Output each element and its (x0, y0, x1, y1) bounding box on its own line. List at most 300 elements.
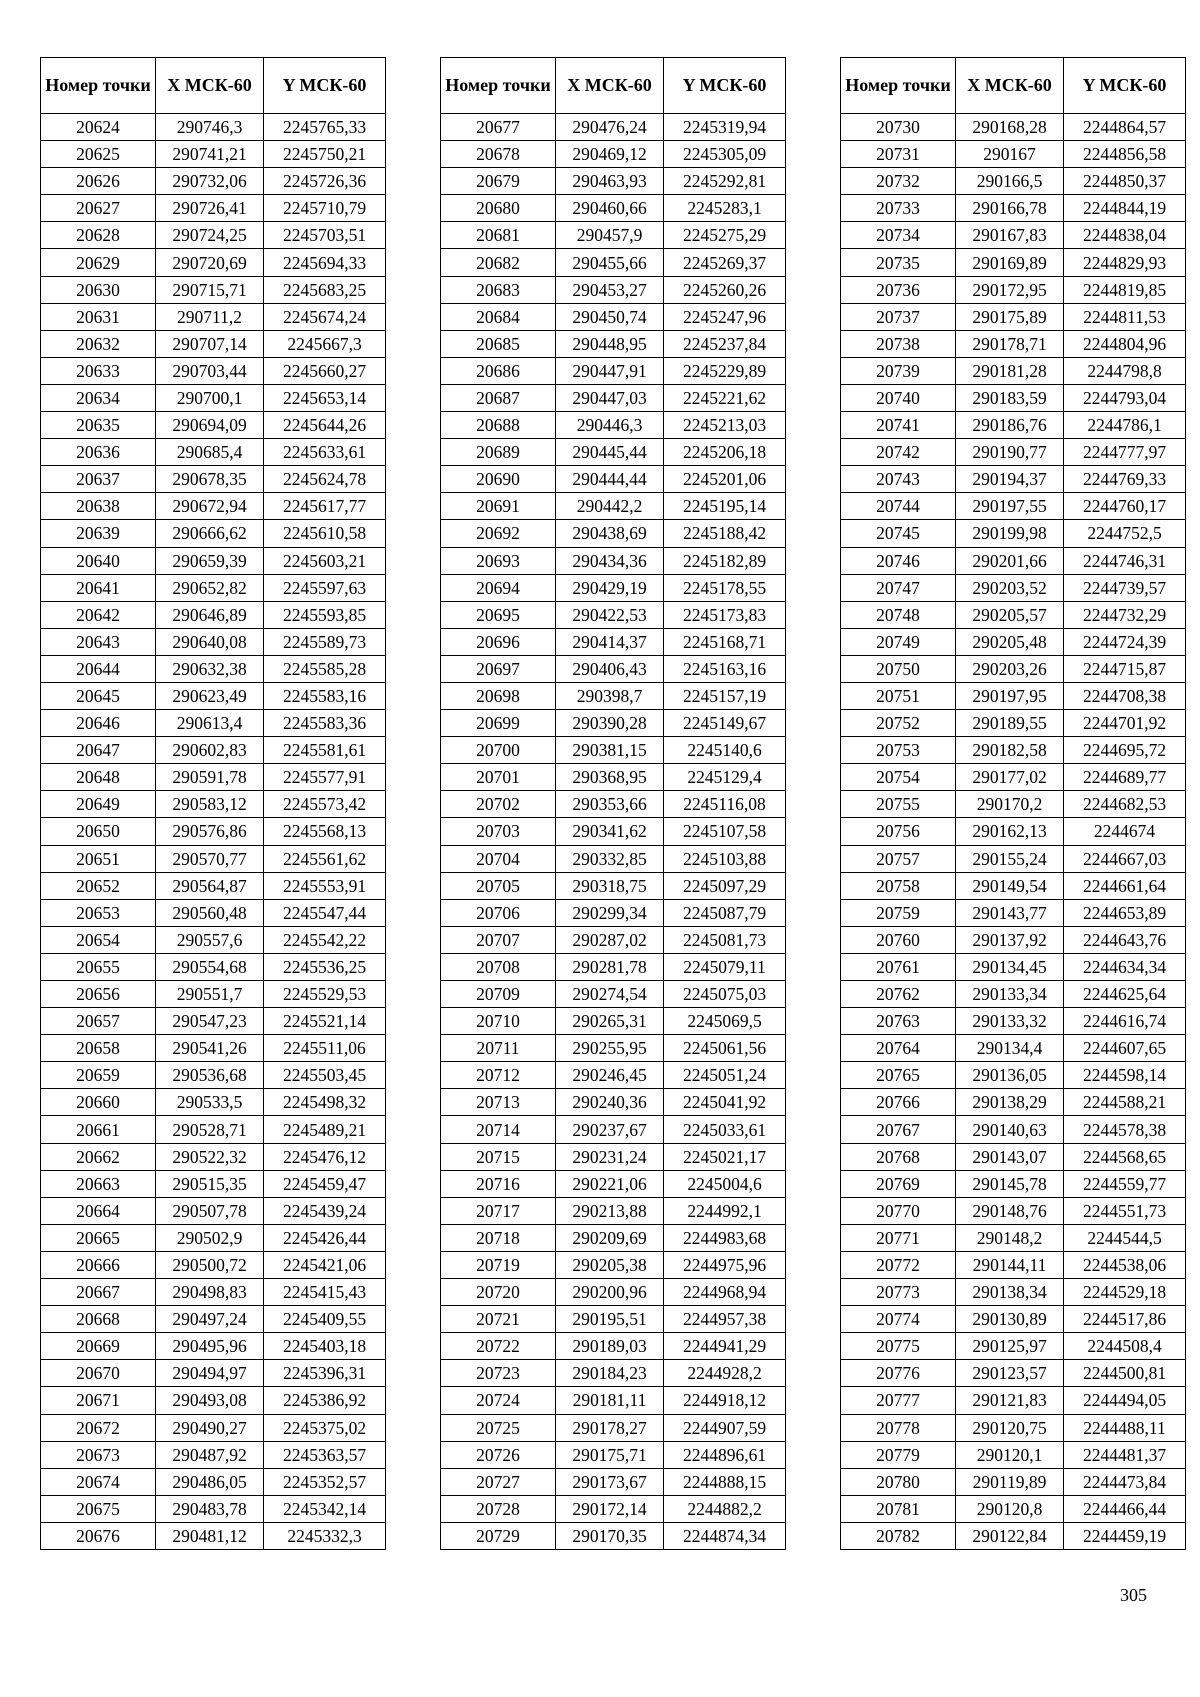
cell-x: 290498,83 (156, 1279, 264, 1306)
table-row (441, 1170, 786, 1197)
table-row (441, 1468, 786, 1495)
cell-point-number: 20649 (41, 791, 156, 818)
cell-y: 2244941,29 (664, 1333, 786, 1360)
cell-x: 290368,95 (556, 764, 664, 791)
table-row (841, 655, 1186, 682)
cell-point-number: 20655 (41, 953, 156, 980)
cell-point-number: 20645 (41, 682, 156, 709)
cell-y: 2244983,68 (664, 1224, 786, 1251)
cell-y: 2245229,89 (664, 357, 786, 384)
cell-y: 2244715,87 (1064, 655, 1186, 682)
cell-y: 2244739,57 (1064, 574, 1186, 601)
cell-point-number: 20726 (441, 1441, 556, 1468)
cell-point-number: 20674 (41, 1468, 156, 1495)
coordinates-table-2 (440, 57, 786, 1550)
cell-x: 290720,69 (156, 249, 264, 276)
cell-point-number: 20737 (841, 303, 956, 330)
header-y-msk60: Y МСК-60 (1064, 58, 1186, 114)
cell-point-number: 20665 (41, 1224, 156, 1251)
cell-y: 2244568,65 (1064, 1143, 1186, 1170)
cell-x: 290469,12 (556, 141, 664, 168)
table-row (41, 1035, 386, 1062)
cell-x: 290494,97 (156, 1360, 264, 1387)
cell-x: 290445,44 (556, 439, 664, 466)
table-row (41, 1089, 386, 1116)
cell-x: 290536,68 (156, 1062, 264, 1089)
table-row (841, 1197, 1186, 1224)
cell-point-number: 20664 (41, 1197, 156, 1224)
cell-y: 2245069,5 (664, 1008, 786, 1035)
header-point-number: Номер точки (441, 58, 556, 114)
cell-point-number: 20731 (841, 141, 956, 168)
cell-y: 2244844,19 (1064, 195, 1186, 222)
cell-x: 290318,75 (556, 872, 664, 899)
cell-y: 2245521,14 (264, 1008, 386, 1035)
cell-point-number: 20693 (441, 547, 556, 574)
cell-point-number: 20709 (441, 981, 556, 1008)
cell-y: 2245421,06 (264, 1251, 386, 1278)
cell-point-number: 20705 (441, 872, 556, 899)
table-row (841, 303, 1186, 330)
cell-y: 2244811,53 (1064, 303, 1186, 330)
cell-y: 2245269,37 (664, 249, 786, 276)
cell-point-number: 20738 (841, 330, 956, 357)
cell-point-number: 20666 (41, 1251, 156, 1278)
cell-point-number: 20729 (441, 1522, 556, 1549)
cell-x: 290381,15 (556, 737, 664, 764)
cell-point-number: 20636 (41, 439, 156, 466)
page-number: 305 (1120, 1585, 1147, 1605)
cell-x: 290246,45 (556, 1062, 664, 1089)
cell-y: 2245503,45 (264, 1062, 386, 1089)
table-row (41, 628, 386, 655)
cell-point-number: 20739 (841, 357, 956, 384)
table-row (441, 818, 786, 845)
cell-point-number: 20673 (41, 1441, 156, 1468)
cell-y: 2245439,24 (264, 1197, 386, 1224)
cell-point-number: 20684 (441, 303, 556, 330)
cell-x: 290353,66 (556, 791, 664, 818)
cell-point-number: 20659 (41, 1062, 156, 1089)
cell-y: 2244882,2 (664, 1495, 786, 1522)
cell-point-number: 20717 (441, 1197, 556, 1224)
cell-y: 2245386,92 (264, 1387, 386, 1414)
cell-y: 2245489,21 (264, 1116, 386, 1143)
cell-y: 2245305,09 (664, 141, 786, 168)
cell-y: 2245173,83 (664, 601, 786, 628)
cell-y: 2244459,19 (1064, 1522, 1186, 1549)
coordinates-table-3 (840, 57, 1186, 1550)
cell-x: 290167 (956, 141, 1064, 168)
table-row (841, 1116, 1186, 1143)
table-row (441, 1414, 786, 1441)
cell-x: 290199,98 (956, 520, 1064, 547)
table-row (841, 466, 1186, 493)
cell-y: 2245415,43 (264, 1279, 386, 1306)
cell-x: 290422,53 (556, 601, 664, 628)
table-row (841, 872, 1186, 899)
cell-point-number: 20653 (41, 899, 156, 926)
cell-point-number: 20675 (41, 1495, 156, 1522)
cell-x: 290201,66 (956, 547, 1064, 574)
cell-point-number: 20644 (41, 655, 156, 682)
table-row (841, 330, 1186, 357)
cell-y: 2245332,3 (264, 1522, 386, 1549)
cell-point-number: 20699 (441, 710, 556, 737)
cell-point-number: 20782 (841, 1522, 956, 1549)
cell-y: 2245561,62 (264, 845, 386, 872)
cell-x: 290486,05 (156, 1468, 264, 1495)
cell-x: 290457,9 (556, 222, 664, 249)
cell-x: 290200,96 (556, 1279, 664, 1306)
table-row (841, 682, 1186, 709)
cell-point-number: 20700 (441, 737, 556, 764)
cell-point-number: 20667 (41, 1279, 156, 1306)
table-row (841, 168, 1186, 195)
table-row (841, 1522, 1186, 1549)
cell-y: 2244864,57 (1064, 114, 1186, 141)
cell-point-number: 20631 (41, 303, 156, 330)
table-row (41, 655, 386, 682)
table-row (41, 141, 386, 168)
cell-y: 2244928,2 (664, 1360, 786, 1387)
cell-x: 290134,45 (956, 953, 1064, 980)
cell-y: 2244777,97 (1064, 439, 1186, 466)
table-row (841, 1062, 1186, 1089)
cell-y: 2244653,89 (1064, 899, 1186, 926)
cell-x: 290173,67 (556, 1468, 664, 1495)
table-row (841, 195, 1186, 222)
cell-point-number: 20772 (841, 1251, 956, 1278)
header-x-msk60: X МСК-60 (956, 58, 1064, 114)
table-row (841, 547, 1186, 574)
cell-y: 2245075,03 (664, 981, 786, 1008)
cell-x: 290746,3 (156, 114, 264, 141)
table-row (41, 1306, 386, 1333)
cell-point-number: 20766 (841, 1089, 956, 1116)
cell-x: 290178,27 (556, 1414, 664, 1441)
cell-x: 290209,69 (556, 1224, 664, 1251)
table-row (41, 1062, 386, 1089)
cell-point-number: 20758 (841, 872, 956, 899)
table-row (41, 1522, 386, 1549)
cell-point-number: 20683 (441, 276, 556, 303)
table-row (841, 899, 1186, 926)
cell-point-number: 20740 (841, 384, 956, 411)
cell-point-number: 20695 (441, 601, 556, 628)
cell-point-number: 20771 (841, 1224, 956, 1251)
cell-x: 290554,68 (156, 953, 264, 980)
table-row (441, 1387, 786, 1414)
cell-y: 2245342,14 (264, 1495, 386, 1522)
cell-point-number: 20687 (441, 384, 556, 411)
cell-point-number: 20744 (841, 493, 956, 520)
table-row (441, 1279, 786, 1306)
cell-point-number: 20658 (41, 1035, 156, 1062)
cell-x: 290189,55 (956, 710, 1064, 737)
table-row (41, 1197, 386, 1224)
cell-x: 290522,32 (156, 1143, 264, 1170)
table-row (841, 601, 1186, 628)
cell-y: 2245476,12 (264, 1143, 386, 1170)
cell-x: 290406,43 (556, 655, 664, 682)
cell-x: 290613,4 (156, 710, 264, 737)
cell-point-number: 20681 (441, 222, 556, 249)
cell-point-number: 20701 (441, 764, 556, 791)
table-row (841, 1143, 1186, 1170)
cell-y: 2245195,14 (664, 493, 786, 520)
cell-x: 290172,95 (956, 276, 1064, 303)
cell-y: 2245129,4 (664, 764, 786, 791)
cell-point-number: 20624 (41, 114, 156, 141)
table-row (441, 439, 786, 466)
cell-y: 2245597,63 (264, 574, 386, 601)
cell-y: 2244701,92 (1064, 710, 1186, 737)
table-row (441, 222, 786, 249)
cell-y: 2244607,65 (1064, 1035, 1186, 1062)
table-row (441, 1062, 786, 1089)
cell-point-number: 20702 (441, 791, 556, 818)
cell-y: 2244544,5 (1064, 1224, 1186, 1251)
cell-y: 2245396,31 (264, 1360, 386, 1387)
cell-point-number: 20650 (41, 818, 156, 845)
cell-point-number: 20755 (841, 791, 956, 818)
cell-x: 290121,83 (956, 1387, 1064, 1414)
cell-x: 290446,3 (556, 412, 664, 439)
cell-x: 290390,28 (556, 710, 664, 737)
cell-y: 2244907,59 (664, 1414, 786, 1441)
cell-point-number: 20685 (441, 330, 556, 357)
cell-point-number: 20625 (41, 141, 156, 168)
table-row (41, 1360, 386, 1387)
table-row (41, 1008, 386, 1035)
cell-y: 2244674 (1064, 818, 1186, 845)
cell-x: 290237,67 (556, 1116, 664, 1143)
cell-x: 290175,71 (556, 1441, 664, 1468)
cell-y: 2245157,19 (664, 682, 786, 709)
cell-x: 290551,7 (156, 981, 264, 1008)
cell-x: 290460,66 (556, 195, 664, 222)
cell-point-number: 20637 (41, 466, 156, 493)
cell-x: 290120,75 (956, 1414, 1064, 1441)
cell-y: 2244643,76 (1064, 926, 1186, 953)
cell-x: 290144,11 (956, 1251, 1064, 1278)
cell-x: 290659,39 (156, 547, 264, 574)
cell-x: 290533,5 (156, 1089, 264, 1116)
cell-y: 2244682,53 (1064, 791, 1186, 818)
table-row (441, 412, 786, 439)
table-row (841, 628, 1186, 655)
cell-y: 2244578,38 (1064, 1116, 1186, 1143)
table-row (441, 601, 786, 628)
cell-point-number: 20733 (841, 195, 956, 222)
cell-point-number: 20753 (841, 737, 956, 764)
cell-y: 2244466,44 (1064, 1495, 1186, 1522)
cell-x: 290632,38 (156, 655, 264, 682)
cell-point-number: 20747 (841, 574, 956, 601)
table-row (841, 1251, 1186, 1278)
cell-y: 2245585,28 (264, 655, 386, 682)
cell-x: 290502,9 (156, 1224, 264, 1251)
table-row (441, 249, 786, 276)
cell-y: 2244500,81 (1064, 1360, 1186, 1387)
cell-x: 290189,03 (556, 1333, 664, 1360)
table-row (41, 249, 386, 276)
cell-point-number: 20711 (441, 1035, 556, 1062)
cell-point-number: 20773 (841, 1279, 956, 1306)
cell-y: 2245116,08 (664, 791, 786, 818)
cell-y: 2245573,42 (264, 791, 386, 818)
table-row (441, 1251, 786, 1278)
table-row (841, 439, 1186, 466)
table-header-row (841, 58, 1186, 114)
table-row (441, 357, 786, 384)
cell-y: 2244992,1 (664, 1197, 786, 1224)
table-row (41, 926, 386, 953)
cell-x: 290447,03 (556, 384, 664, 411)
cell-point-number: 20628 (41, 222, 156, 249)
cell-x: 290481,12 (156, 1522, 264, 1549)
cell-x: 290434,36 (556, 547, 664, 574)
cell-y: 2244695,72 (1064, 737, 1186, 764)
cell-point-number: 20735 (841, 249, 956, 276)
table-header-row (41, 58, 386, 114)
cell-y: 2244819,85 (1064, 276, 1186, 303)
cell-y: 2245275,29 (664, 222, 786, 249)
table-row (841, 791, 1186, 818)
cell-x: 290120,8 (956, 1495, 1064, 1522)
cell-x: 290694,09 (156, 412, 264, 439)
cell-x: 290448,95 (556, 330, 664, 357)
cell-x: 290493,08 (156, 1387, 264, 1414)
cell-point-number: 20721 (441, 1306, 556, 1333)
table-row (41, 466, 386, 493)
cell-point-number: 20762 (841, 981, 956, 1008)
cell-x: 290221,06 (556, 1170, 664, 1197)
cell-point-number: 20728 (441, 1495, 556, 1522)
table-row (441, 926, 786, 953)
cell-point-number: 20764 (841, 1035, 956, 1062)
table-row (41, 1333, 386, 1360)
table-row (841, 574, 1186, 601)
cell-point-number: 20630 (41, 276, 156, 303)
cell-y: 2244888,15 (664, 1468, 786, 1495)
cell-y: 2245021,17 (664, 1143, 786, 1170)
cell-point-number: 20692 (441, 520, 556, 547)
cell-x: 290732,06 (156, 168, 264, 195)
cell-point-number: 20706 (441, 899, 556, 926)
cell-point-number: 20638 (41, 493, 156, 520)
header-y-msk60: Y МСК-60 (264, 58, 386, 114)
table-row (41, 493, 386, 520)
cell-y: 2245610,58 (264, 520, 386, 547)
table-row (441, 1522, 786, 1549)
cell-point-number: 20707 (441, 926, 556, 953)
table-row (441, 141, 786, 168)
cell-x: 290170,2 (956, 791, 1064, 818)
cell-x: 290438,69 (556, 520, 664, 547)
cell-y: 2244975,96 (664, 1251, 786, 1278)
table-row (841, 981, 1186, 1008)
cell-y: 2245004,6 (664, 1170, 786, 1197)
cell-y: 2245237,84 (664, 330, 786, 357)
cell-x: 290497,24 (156, 1306, 264, 1333)
table-row (41, 1116, 386, 1143)
cell-y: 2245536,25 (264, 953, 386, 980)
cell-y: 2245589,73 (264, 628, 386, 655)
cell-x: 290168,28 (956, 114, 1064, 141)
table-row (841, 1224, 1186, 1251)
cell-point-number: 20718 (441, 1224, 556, 1251)
cell-x: 290182,58 (956, 737, 1064, 764)
table-row (841, 1008, 1186, 1035)
cell-x: 290560,48 (156, 899, 264, 926)
table-row (41, 1251, 386, 1278)
table-row (441, 981, 786, 1008)
table-row (41, 330, 386, 357)
cell-y: 2245667,3 (264, 330, 386, 357)
cell-point-number: 20646 (41, 710, 156, 737)
table-row (841, 953, 1186, 980)
cell-x: 290490,27 (156, 1414, 264, 1441)
table-row (841, 737, 1186, 764)
cell-x: 290564,87 (156, 872, 264, 899)
cell-y: 2244786,1 (1064, 412, 1186, 439)
cell-point-number: 20668 (41, 1306, 156, 1333)
table-row (441, 1143, 786, 1170)
table-row (441, 520, 786, 547)
table-row (41, 1279, 386, 1306)
table-row (441, 628, 786, 655)
cell-x: 290576,86 (156, 818, 264, 845)
cell-point-number: 20727 (441, 1468, 556, 1495)
cell-point-number: 20722 (441, 1333, 556, 1360)
cell-point-number: 20640 (41, 547, 156, 574)
cell-x: 290177,02 (956, 764, 1064, 791)
cell-y: 2245206,18 (664, 439, 786, 466)
cell-y: 2245087,79 (664, 899, 786, 926)
cell-point-number: 20761 (841, 953, 956, 980)
table-row (441, 953, 786, 980)
cell-point-number: 20669 (41, 1333, 156, 1360)
cell-y: 2245409,55 (264, 1306, 386, 1333)
cell-point-number: 20732 (841, 168, 956, 195)
cell-x: 290281,78 (556, 953, 664, 980)
cell-x: 290274,54 (556, 981, 664, 1008)
cell-point-number: 20712 (441, 1062, 556, 1089)
cell-y: 2244551,73 (1064, 1197, 1186, 1224)
cell-y: 2245603,21 (264, 547, 386, 574)
cell-y: 2244856,58 (1064, 141, 1186, 168)
cell-y: 2244838,04 (1064, 222, 1186, 249)
table-row (441, 195, 786, 222)
table-row (441, 547, 786, 574)
table-row (41, 899, 386, 926)
cell-point-number: 20652 (41, 872, 156, 899)
header-point-number: Номер точки (841, 58, 956, 114)
cell-x: 290183,59 (956, 384, 1064, 411)
cell-y: 2245644,26 (264, 412, 386, 439)
cell-x: 290205,57 (956, 601, 1064, 628)
cell-y: 2245168,71 (664, 628, 786, 655)
cell-point-number: 20769 (841, 1170, 956, 1197)
table-row (41, 384, 386, 411)
table-row (41, 276, 386, 303)
cell-x: 290240,36 (556, 1089, 664, 1116)
table-row (841, 818, 1186, 845)
table-row (441, 791, 786, 818)
cell-point-number: 20716 (441, 1170, 556, 1197)
